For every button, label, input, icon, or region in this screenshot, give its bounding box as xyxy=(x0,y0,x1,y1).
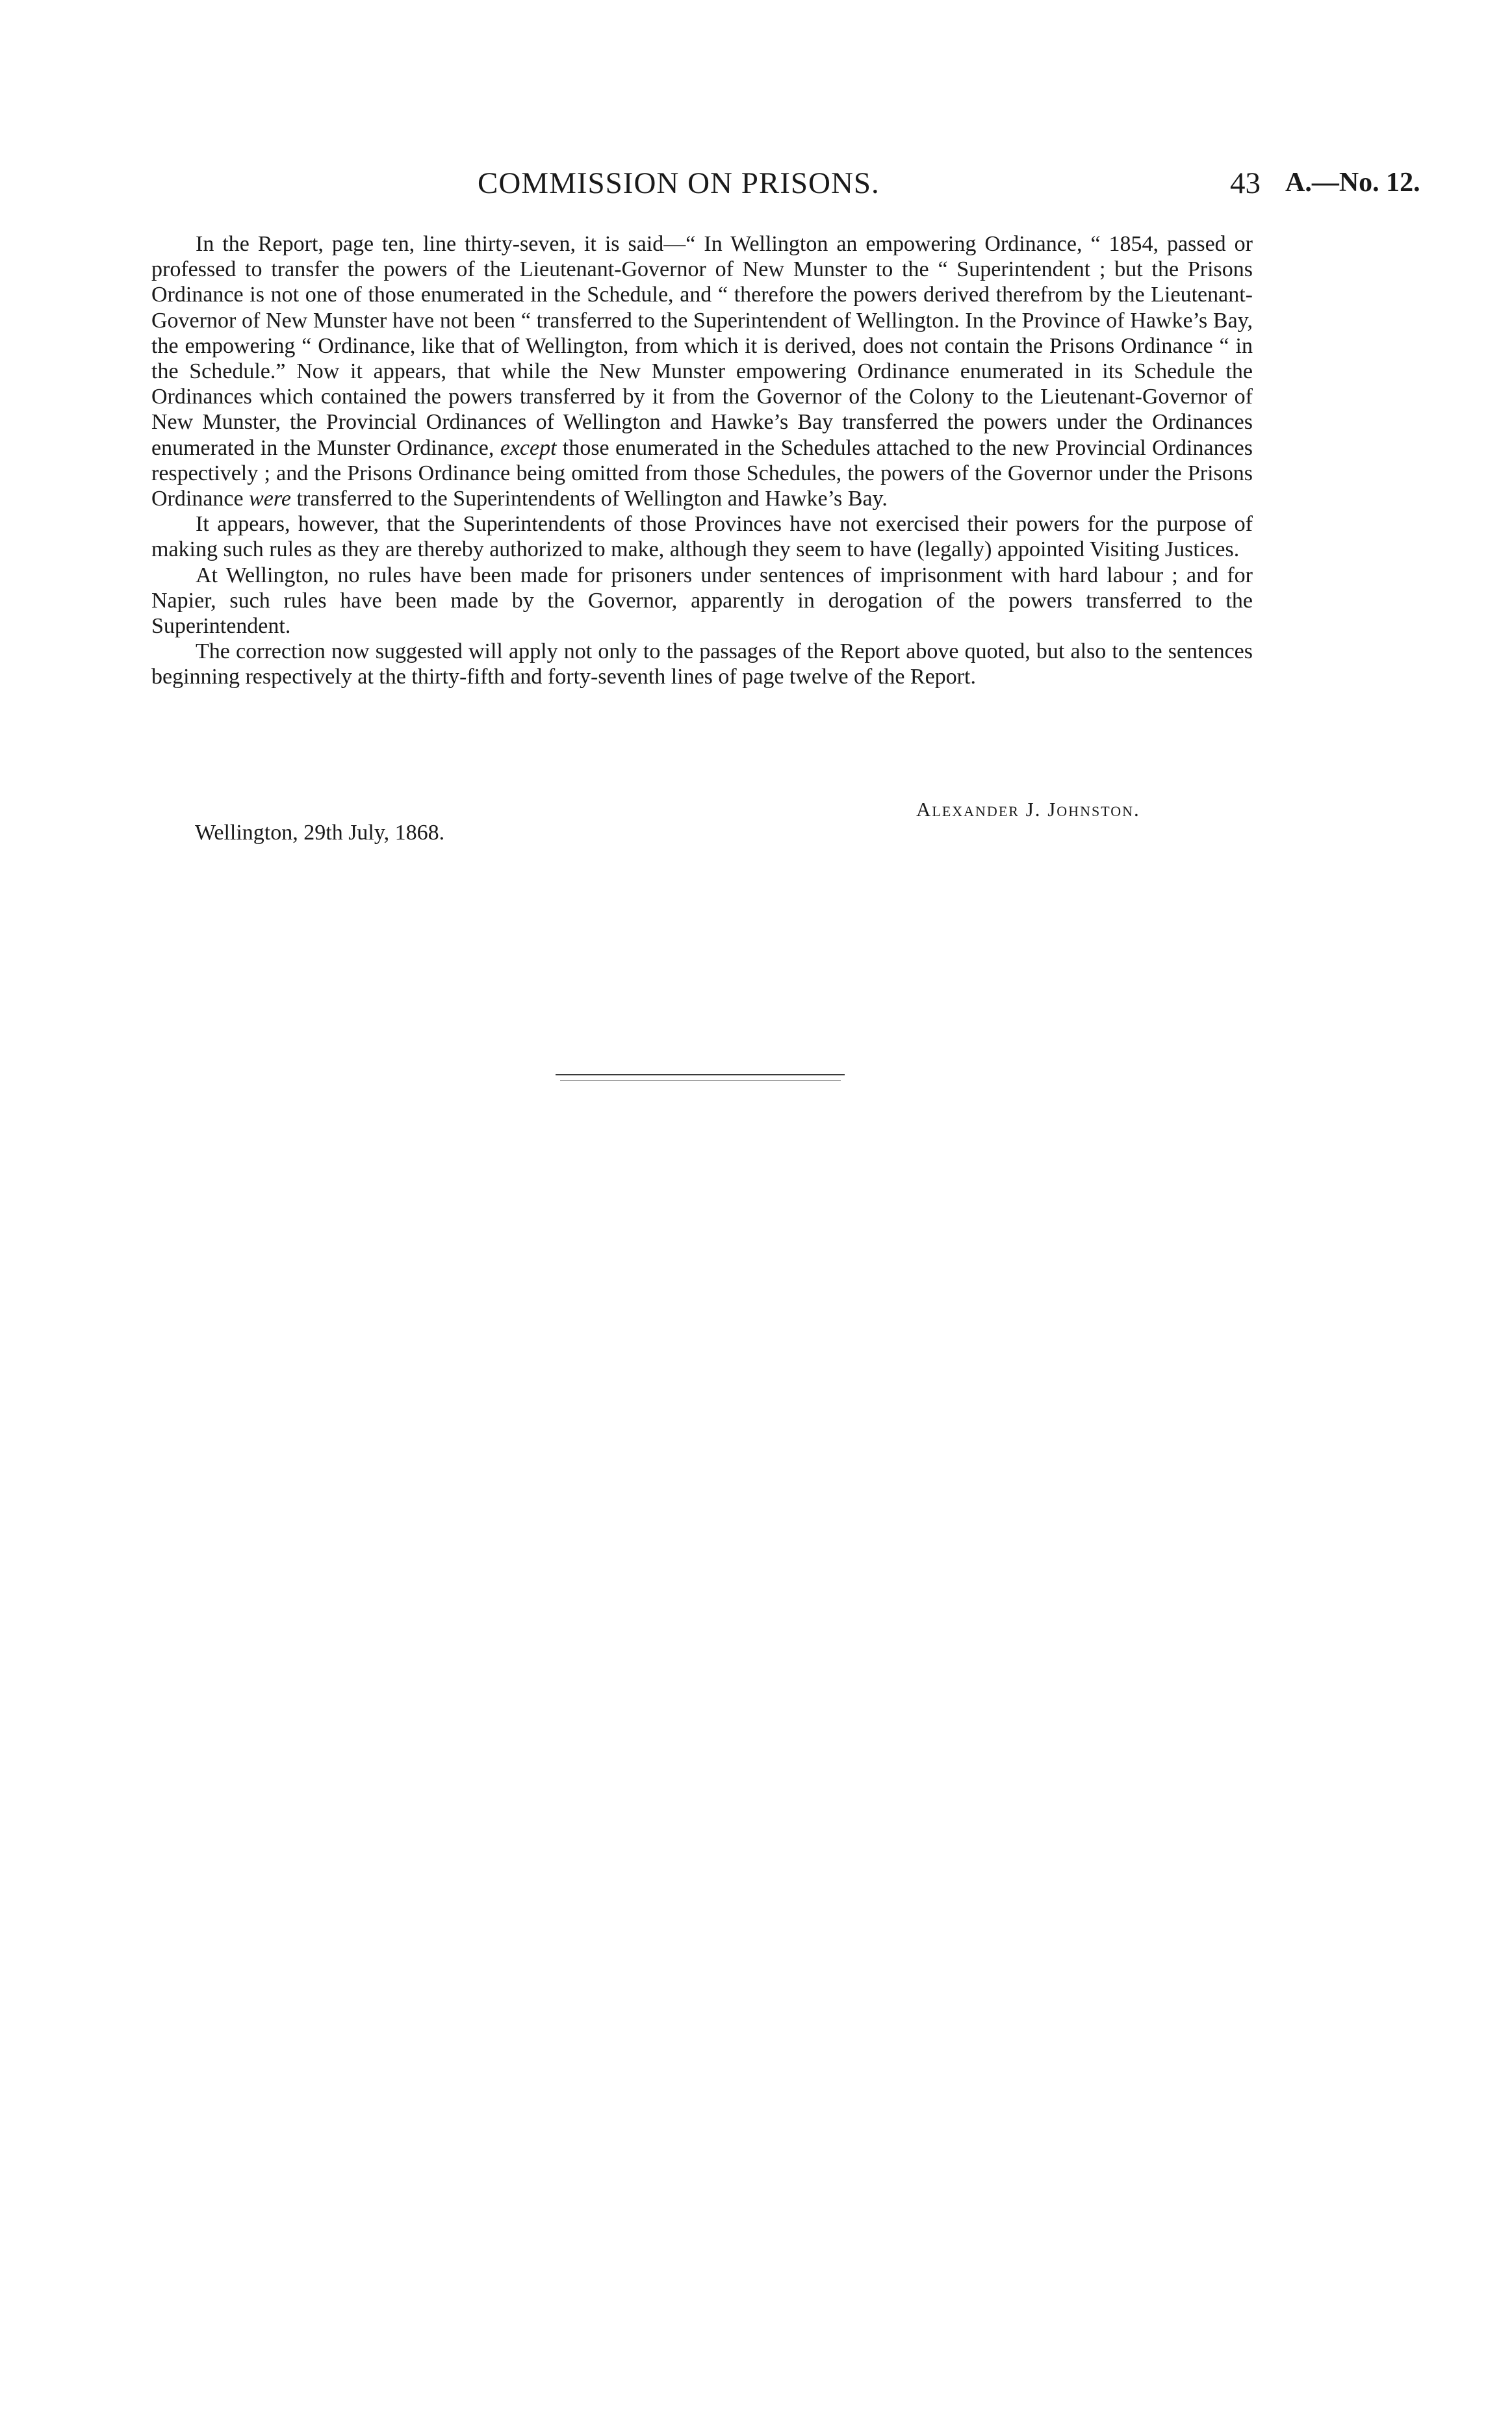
section-divider-rule xyxy=(556,1074,845,1075)
section-divider-rule-thin xyxy=(560,1080,841,1081)
paragraph-1-part-c: transferred to the Superintendents of Wellington and Hawke’s Bay. xyxy=(290,487,888,511)
document-reference: A.—No. 12. xyxy=(1285,168,1420,198)
body-text xyxy=(151,231,1253,690)
paragraph-2: It appears, however, that the Superintendents of those Provinces have not exercised their powers for the purpose of making such rules as they are thereby authorized to make, although they seem to have (legally) appointed Visiting Justices. xyxy=(151,512,1253,562)
paragraph-1-part-a: In the Report, page ten, line thirty-seven, it is said—“ In Wellington an empowering Ordinance, “ 1854, passed or professed to transfer the powers of the Lieutenant-Governor of New Munster to the “ Superintendent ; but the Prisons Ordinance is not one of those enumerated in the Schedule, and “ therefore the powers derived therefrom by the Lieutenant-Governor of New Munster have not been “ transferred to the Superintendent of Wellington. In the Province of Hawke’s Bay, the empowering “ Ordinance, like that of Wellington, from which it is derived, does not contain the Prisons Ordinance “ in the Schedule.” Now it appears, that while the New Munster empowering Ordinance enumerated in its Schedule the Ordinances which contained the powers transferred by it from the Governor of the Colony to the Lieutenant-Governor of New Munster, the Provincial Ordinances of Wellington and Hawke’s Bay transferred the powers under the Ordinances enumerated in the Munster Ordinance, xyxy=(151,232,1253,460)
dateline: Wellington, 29th July, 1868. xyxy=(195,821,445,845)
paragraph-1-italic-except: except xyxy=(500,435,557,460)
paragraph-1 xyxy=(151,231,1253,511)
page-title: COMMISSION ON PRISONS. xyxy=(478,166,880,200)
page-header xyxy=(0,166,1512,205)
paragraph-3: At Wellington, no rules have been made for prisoners under sentences of imprisonment with hard labour ; and for Napier, such rules have been made by the Governor, apparently in derogation of the powers transferred to the Superintendent. xyxy=(151,563,1253,639)
paragraph-1-italic-were: were xyxy=(249,487,291,511)
signature: Alexander J. Johnston. xyxy=(916,798,1140,821)
page-number: 43 xyxy=(1230,166,1261,200)
paragraph-4: The correction now suggested will apply not only to the passages of the Report above quoted, but also to the sentences beginning respectively at the thirty-fifth and forty-seventh lines of page twelve of the Report. xyxy=(151,639,1253,689)
paragraph-1-part-b: those enumerated in the Schedules attached to the new Provincial Ordinances respectively ; and the Prisons Ordinance being omitted from those Schedules, the powers of the Governor under the Prisons Ordinance xyxy=(151,435,1253,511)
